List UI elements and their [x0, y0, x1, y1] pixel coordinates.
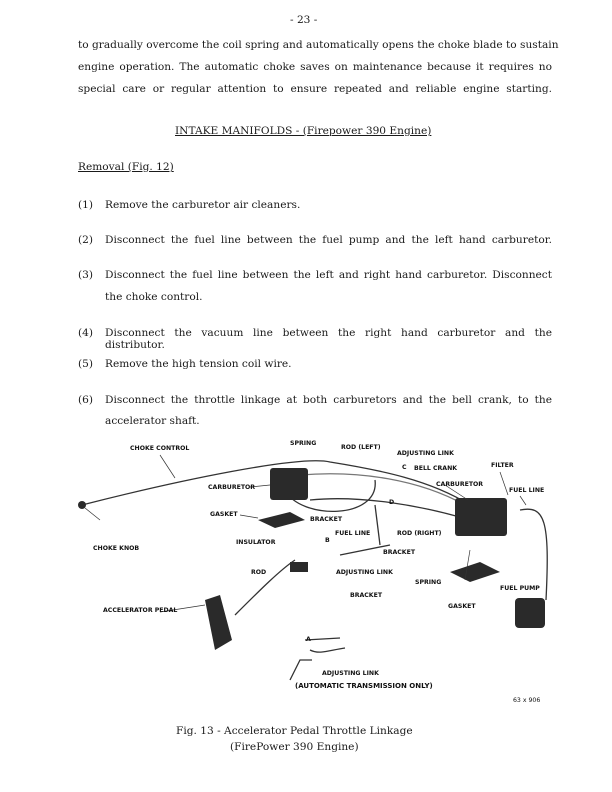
step-text: accelerator shaft. [105, 415, 200, 427]
step-text: Disconnect the fuel line between the left and right hand carburetor. Disconnect [105, 269, 552, 281]
page-number: - 23 - [290, 14, 318, 26]
left-carburetor [270, 468, 308, 500]
step-text: Disconnect the throttle linkage at both carburetors and the bell crank, to the [105, 394, 552, 406]
label-fuel-line-right: FUEL LINE [509, 487, 545, 494]
step-number: (1) [78, 199, 94, 211]
label-spring: SPRING [290, 440, 317, 447]
label-d: D [389, 499, 395, 506]
label-carburetor-right: CARBURETOR [436, 481, 484, 488]
paragraph-line: special care or regular attention to ensure repeated and reliable engine starting. [78, 83, 552, 95]
step-number: (3) [78, 269, 94, 281]
figure-code: 63 x 906 [513, 697, 541, 704]
section-heading: INTAKE MANIFOLDS - (Firepower 390 Engine) [175, 125, 432, 137]
label-rod-left: ROD (LEFT) [341, 444, 381, 451]
accelerator-pedal [205, 595, 232, 650]
label-carburetor-left: CARBURETOR [208, 484, 256, 491]
label-adjusting-link: ADJUSTING LINK [397, 450, 454, 457]
step-number: (2) [78, 234, 94, 246]
label-accelerator-pedal: ACCELERATOR PEDAL [103, 607, 178, 614]
label-adjusting-link-bottom: ADJUSTING LINK [322, 670, 379, 677]
label-fuel-line-mid: FUEL LINE [335, 530, 371, 537]
label-bracket-bottom: BRACKET [350, 592, 383, 599]
label-b: B [325, 537, 330, 544]
choke-knob [78, 501, 86, 509]
step-text: Remove the carburetor air cleaners. [105, 199, 301, 211]
label-a: A [306, 636, 311, 643]
label-choke-knob: CHOKE KNOB [93, 545, 140, 552]
label-adjusting-link-mid: ADJUSTING LINK [336, 569, 393, 576]
label-c: C [402, 464, 407, 471]
label-rod: ROD [251, 569, 267, 576]
step-text: Disconnect the fuel line between the fuel pump and the left hand carburetor. [105, 234, 552, 246]
step-text: Remove the high tension coil wire. [105, 358, 292, 370]
step-number: (5) [78, 358, 94, 370]
label-insulator: INSULATOR [236, 539, 276, 546]
label-bell-crank: BELL CRANK [414, 465, 458, 472]
right-gasket [450, 562, 500, 582]
subheading: Removal (Fig. 12) [78, 161, 174, 173]
step-text: Disconnect the vacuum line between the right hand carburetor and the distributor. [105, 327, 552, 351]
label-fuel-pump: FUEL PUMP [500, 585, 540, 592]
insulator [290, 562, 308, 572]
label-filter: FILTER [491, 462, 514, 469]
step-number: (4) [78, 327, 94, 339]
left-gasket [258, 512, 305, 528]
step-text: the choke control. [105, 291, 203, 303]
label-gasket-left: GASKET [210, 511, 238, 518]
fuel-pump [515, 598, 545, 628]
label-bracket-top: BRACKET [310, 516, 343, 523]
label-choke-control: CHOKE CONTROL [130, 445, 190, 452]
paragraph-line: engine operation. The automatic choke saves on maintenance because it requires no [78, 61, 552, 73]
step-number: (6) [78, 394, 94, 406]
right-carburetor [455, 498, 507, 536]
figure-caption-sub: (FirePower 390 Engine) [230, 741, 359, 753]
paragraph-line: to gradually overcome the coil spring and automatically opens the choke blade to sustain [78, 39, 559, 51]
figure-caption: Fig. 13 - Accelerator Pedal Throttle Linkage [176, 725, 413, 737]
label-automatic-only: (AUTOMATIC TRANSMISSION ONLY) [295, 682, 433, 690]
label-gasket-right: GASKET [448, 603, 476, 610]
label-spring-right: SPRING [415, 579, 442, 586]
label-bracket-right: BRACKET [383, 549, 416, 556]
label-rod-right: ROD (RIGHT) [397, 530, 442, 537]
